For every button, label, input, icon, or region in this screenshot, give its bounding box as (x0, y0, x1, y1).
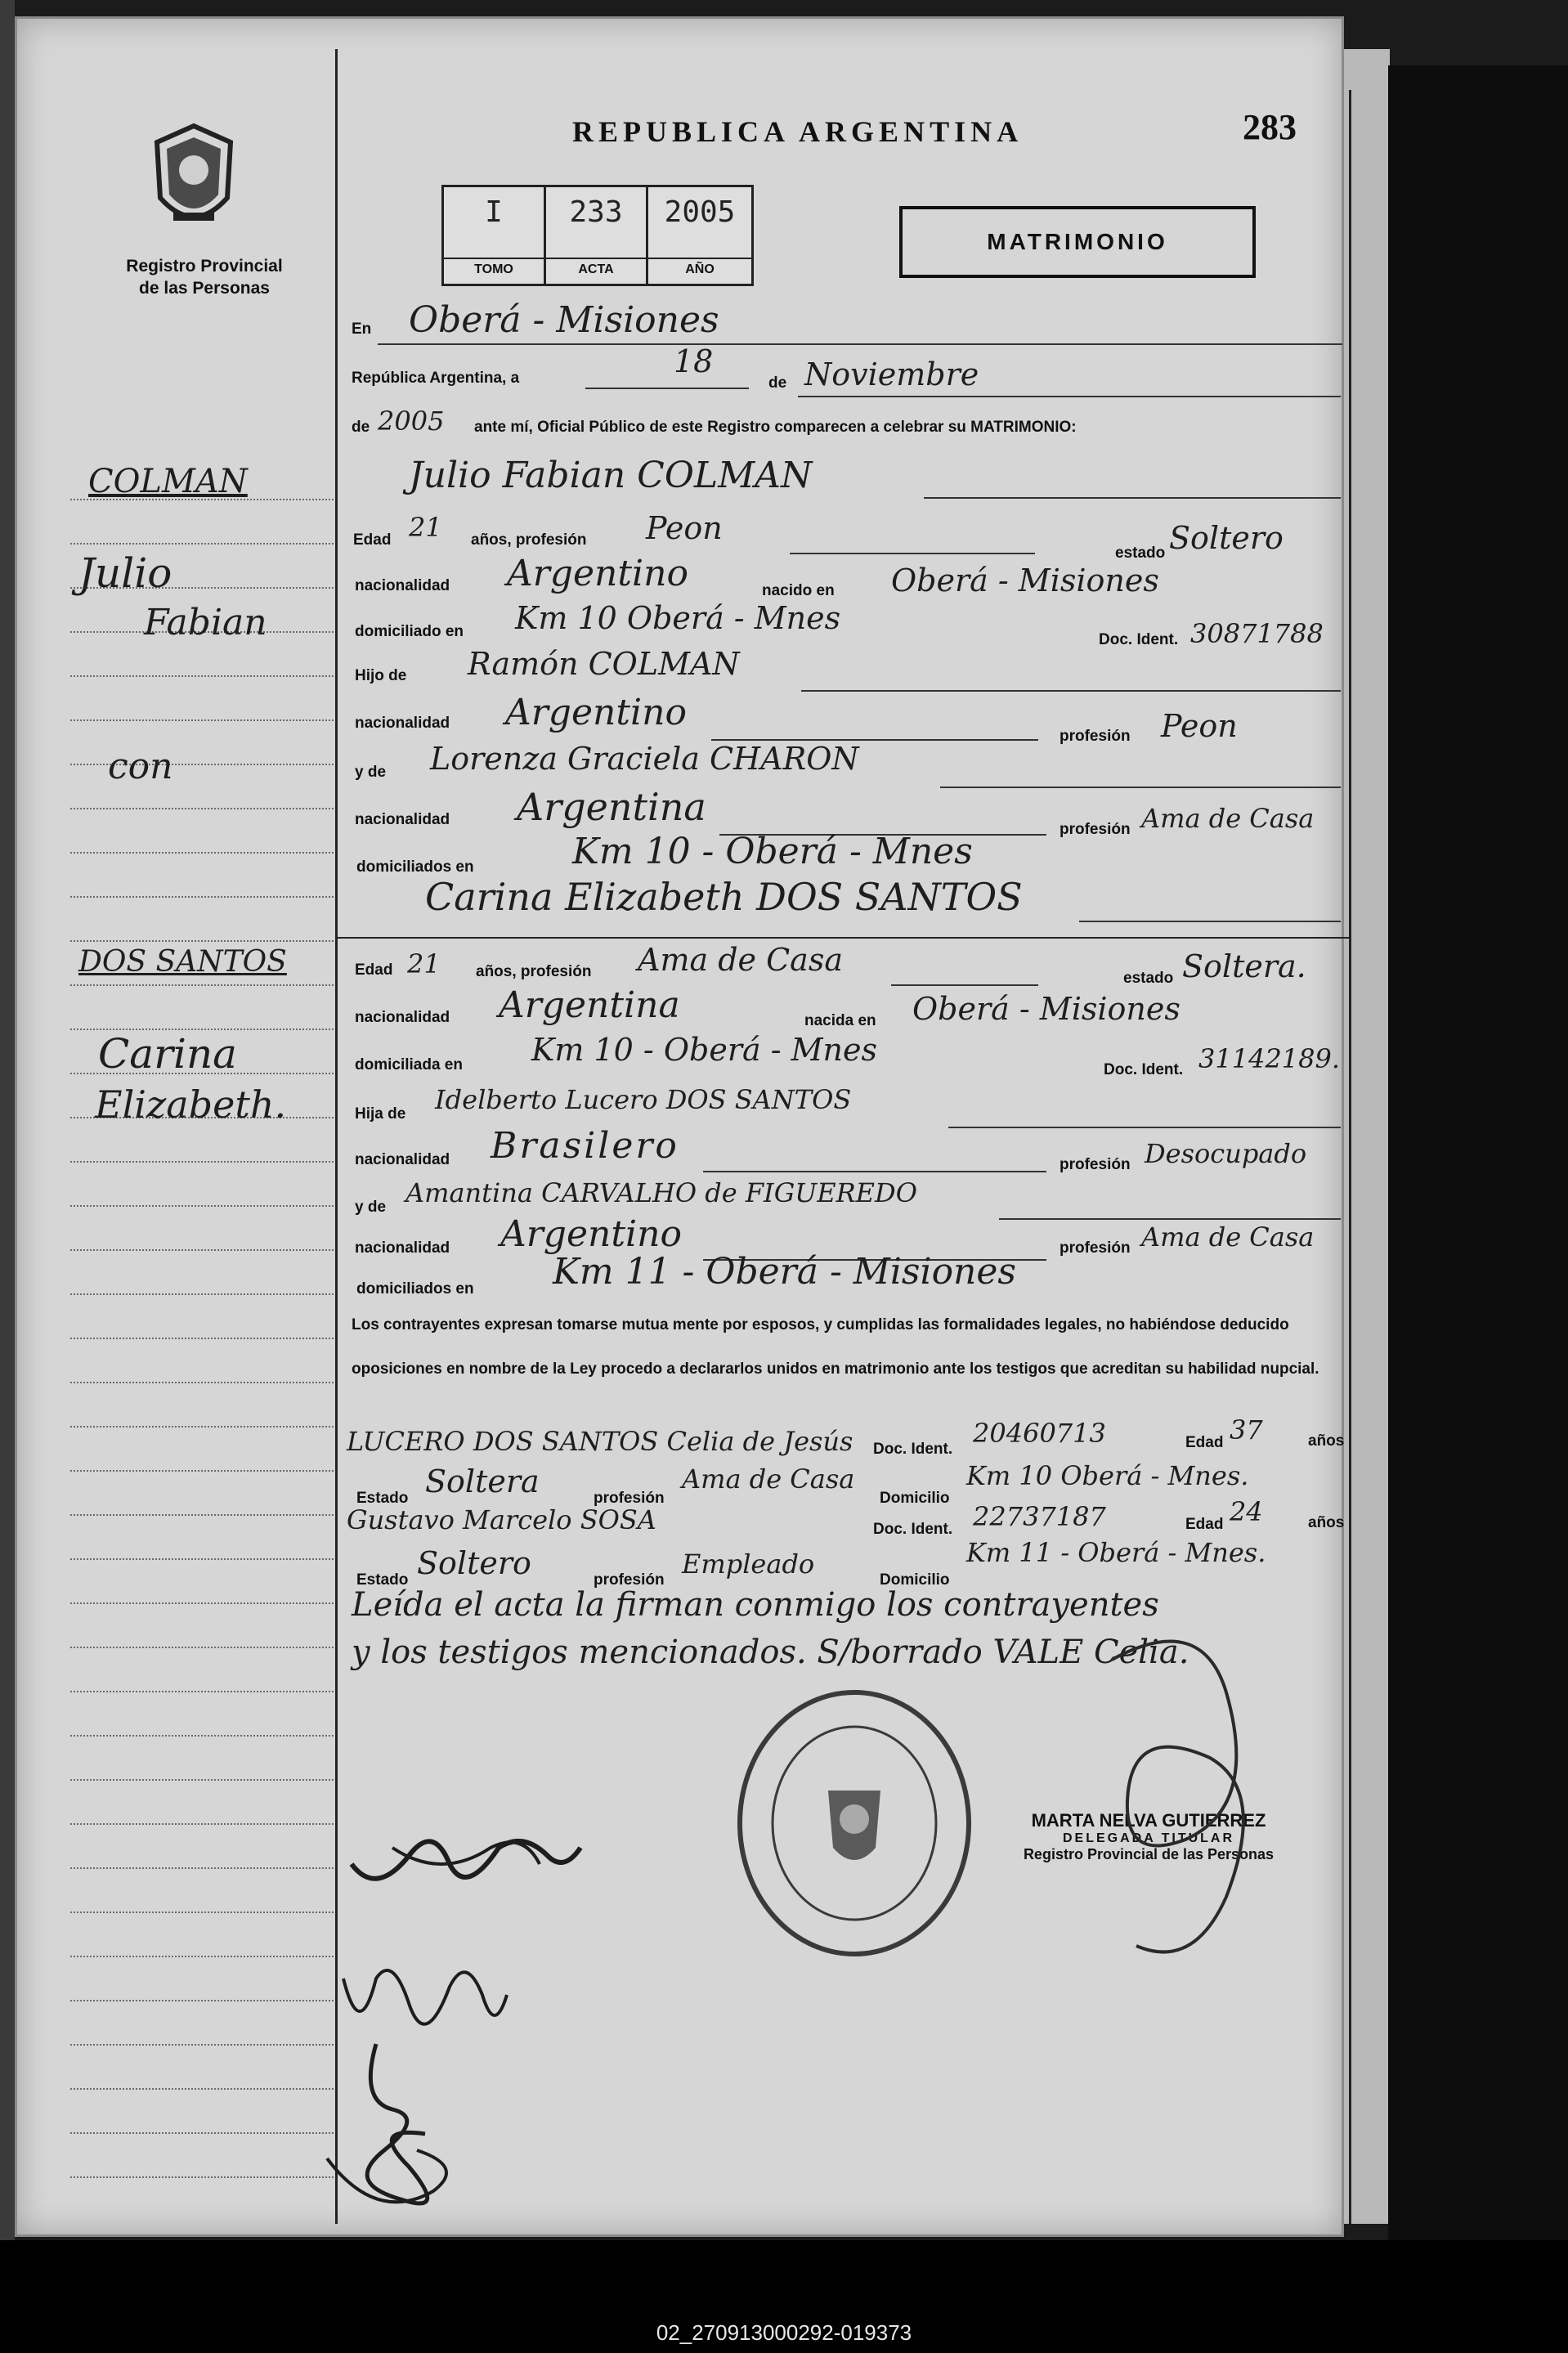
bride-profession: Ama de Casa (638, 942, 843, 978)
right-border (1349, 90, 1351, 2224)
groom-nat-label: nacionalidad (355, 577, 450, 594)
groom-edad-label: Edad (353, 531, 392, 549)
de-year-label: de (352, 419, 370, 436)
bride-father-nat-label: nacionalidad (355, 1151, 450, 1168)
witness1-address: Km 10 Oberá - Mnes. (966, 1460, 1249, 1491)
ano-cell (648, 187, 751, 284)
bride-birthplace: Oberá - Misiones (912, 991, 1180, 1027)
margin-ruled-line (70, 1293, 334, 1295)
official-name: MARTA NELVA GUTIERREZ (1031, 1810, 1266, 1831)
official-seal-stamp (732, 1684, 977, 1962)
bride-mother-profession: Ama de Casa (1141, 1221, 1315, 1253)
margin-ruled-line (70, 808, 334, 809)
witness1-edad-label: Edad (1185, 1434, 1224, 1451)
appear-text: ante mí, Oficial Público de este Registro comparecen a celebrar su MATRIMONIO: (474, 419, 1077, 436)
margin-ruled-line (70, 1779, 334, 1781)
acta-cell (546, 187, 648, 284)
witness2-doc: 22737187 (973, 1501, 1106, 1532)
registry-label-line2: de las Personas (139, 279, 270, 298)
margin-ruled-line (70, 2088, 334, 2090)
en-label: En (352, 320, 372, 338)
book-binding-shadow (0, 0, 15, 2240)
bride-age: 21 (407, 948, 441, 979)
margin-bride-given1: Carina (98, 1030, 237, 1078)
witness2-edad-label: Edad (1185, 1516, 1224, 1533)
witness2-name: Gustavo Marcelo SOSA (347, 1504, 656, 1535)
groom-father-profession: Peon (1161, 708, 1238, 744)
witness1-anos-label: años (1308, 1432, 1345, 1450)
background-dark (1388, 65, 1568, 2273)
margin-bride-given2: Elizabeth. (95, 1082, 287, 1127)
closing-line1: Leída el acta la firman conmigo los contrayentes (352, 1586, 1159, 1624)
groom-doc-label: Doc. Ident. (1099, 631, 1179, 648)
image-id-label: 02_270913000292-019373 (656, 2320, 912, 2345)
groom-hijo-label: Hijo de (355, 667, 407, 684)
bride-mother-prof-label: profesión (1060, 1239, 1131, 1257)
margin-ruled-line (70, 1558, 334, 1560)
bride-mother: Amantina CARVALHO de FIGUEREDO (405, 1177, 917, 1208)
groom-doc: 30871788 (1190, 618, 1324, 649)
margin-ruled-line (70, 1426, 334, 1427)
groom-parents-addr-label: domiciliados en (356, 858, 474, 876)
registry-label (82, 255, 327, 299)
year-value: 2005 (378, 406, 445, 437)
witness1-civil-status: Soltera (425, 1463, 540, 1499)
bride-father-nat-line (703, 1171, 1046, 1172)
groom-mother-prof-label: profesión (1060, 821, 1131, 838)
margin-ruled-line (70, 1647, 334, 1648)
witness2-anos-label: años (1308, 1514, 1345, 1531)
record-box (441, 185, 754, 286)
month-value: Noviembre (804, 356, 979, 392)
margin-ruled-line (70, 543, 334, 545)
section-divider-groom (337, 937, 1349, 939)
margin-ruled-line (70, 1382, 334, 1383)
groom-mother-profession: Ama de Casa (1141, 803, 1315, 834)
witness1-profession: Ama de Casa (682, 1463, 855, 1495)
witness1-dom-label: Domicilio (880, 1490, 950, 1507)
country-heading: REPUBLICA ARGENTINA (572, 115, 1024, 148)
witness1-age: 37 (1230, 1414, 1263, 1445)
margin-ruled-line (70, 984, 334, 986)
witness1-estado-label: Estado (356, 1490, 409, 1507)
margin-ruled-line (70, 940, 334, 942)
groom-domicilio-label: domiciliado en (355, 623, 464, 640)
day-line (585, 388, 749, 389)
witness1-name: LUCERO DOS SANTOS Celia de Jesús (347, 1426, 853, 1457)
margin-ruled-line (70, 852, 334, 854)
groom-father: Ramón COLMAN (468, 646, 740, 682)
margin-ruled-line (70, 1470, 334, 1472)
groom-profession: Peon (646, 510, 723, 546)
groom-profession-line (790, 553, 1035, 554)
tomo-value: I (485, 195, 503, 229)
margin-ruled-line (70, 2176, 334, 2178)
margin-ruled-line (70, 1956, 334, 1957)
witness2-doc-label: Doc. Ident. (873, 1521, 953, 1538)
month-line (798, 396, 1341, 397)
ano-value: 2005 (664, 195, 736, 229)
place-line (378, 343, 1342, 345)
bride-civil-status: Soltera. (1182, 948, 1306, 984)
bride-domicilio-label: domiciliada en (355, 1056, 463, 1073)
groom-father-nationality: Argentino (505, 692, 687, 733)
bride-parents-addr-label: domiciliados en (356, 1280, 474, 1298)
margin-groom-surname: COLMAN (88, 463, 248, 500)
witness2-estado-label: Estado (356, 1571, 409, 1589)
bride-anos-prof-label: años, profesión (476, 963, 592, 980)
bride-yde-label: y de (355, 1199, 387, 1216)
margin-ruled-line (70, 1867, 334, 1869)
margin-ruled-line (70, 1735, 334, 1737)
groom-mother-line (940, 787, 1341, 788)
margin-ruled-line (70, 1338, 334, 1339)
bride-father-line (948, 1127, 1341, 1128)
margin-ruled-line (70, 719, 334, 721)
bride-mother-line (999, 1218, 1341, 1220)
groom-civil-status: Soltero (1169, 520, 1284, 556)
witness2-profession: Empleado (682, 1548, 815, 1580)
margin-ruled-line (70, 1205, 334, 1207)
margin-ruled-line (70, 1912, 334, 1913)
groom-father-line (801, 690, 1341, 692)
margin-groom-given1: Julio (78, 549, 172, 597)
groom-mother: Lorenza Graciela CHARON (430, 741, 859, 777)
groom-parents-address: Km 10 - Oberá - Mnes (572, 831, 973, 872)
margin-ruled-line (70, 2000, 334, 2001)
margin-ruled-line (70, 896, 334, 898)
groom-name-line (924, 497, 1341, 499)
groom-father-prof-label: profesión (1060, 728, 1131, 745)
official-office: Registro Provincial de las Personas (1023, 1846, 1275, 1862)
witness-signatures (311, 2036, 474, 2224)
groom-nacido-label: nacido en (762, 582, 835, 599)
groom-address: Km 10 Oberá - Mnes (515, 600, 841, 636)
ano-label: AÑO (648, 258, 751, 277)
margin-ruled-line (70, 1691, 334, 1692)
page-edge (1339, 49, 1390, 2224)
witness1-doc-label: Doc. Ident. (873, 1441, 953, 1458)
bride-father-prof-label: profesión (1060, 1156, 1131, 1173)
republica-label: República Argentina, a (352, 370, 520, 387)
acta-value: 233 (569, 195, 623, 229)
groom-name: Julio Fabian COLMAN (409, 455, 813, 496)
margin-ruled-line (70, 1602, 334, 1604)
day-value: 18 (674, 343, 714, 379)
registry-label-line1: Registro Provincial (126, 257, 283, 276)
bride-father: Idelberto Lucero DOS SANTOS (435, 1084, 852, 1115)
groom-mother-nat-label: nacionalidad (355, 811, 450, 828)
place-value: Oberá - Misiones (409, 299, 719, 341)
margin-groom-given2: Fabian (144, 602, 267, 643)
margin-ruled-line (70, 1161, 334, 1163)
witness2-address: Km 11 - Oberá - Mnes. (966, 1537, 1266, 1568)
groom-nationality: Argentino (507, 553, 688, 594)
document-type-box: MATRIMONIO (899, 206, 1256, 278)
acta-label: ACTA (546, 258, 646, 277)
tomo-cell (444, 187, 546, 284)
bride-estado-label: estado (1123, 970, 1174, 987)
closing-line2: y los testigos mencionados. S/borrado VALE Celia. (352, 1634, 1189, 1671)
bride-nacida-label: nacida en (804, 1012, 876, 1029)
bride-doc: 31142189. (1198, 1043, 1341, 1074)
bride-parents-address: Km 11 - Oberá - Misiones (553, 1251, 1017, 1293)
groom-yde-label: y de (355, 764, 387, 781)
bride-mother-nationality: Argentino (500, 1213, 682, 1255)
official-signature (1063, 1627, 1275, 1970)
margin-ruled-line (70, 675, 334, 677)
margin-con: con (108, 746, 173, 787)
margin-divider (335, 49, 338, 2224)
groom-estado-label: estado (1115, 545, 1166, 562)
bride-father-nationality: Brasilero (491, 1125, 679, 1167)
bride-edad-label: Edad (355, 961, 393, 979)
de-label: de (768, 374, 787, 392)
witness2-prof-label: profesión (594, 1571, 665, 1589)
bride-address: Km 10 - Oberá - Mnes (531, 1032, 878, 1068)
margin-ruled-line (70, 2132, 334, 2134)
declaration-paragraph: Los contrayentes expresan tomarse mutua mente por esposos, y cumplidas las formalidades legales, no habiéndose deducido oposiciones en nombre de la Ley procedo a declararlos unidos en matrimonio ante los testigos que acreditan su habilidad nupcial. (352, 1316, 1319, 1378)
bride-mother-nat-label: nacionalidad (355, 1239, 450, 1257)
witness2-age: 24 (1230, 1496, 1263, 1527)
groom-father-nat-label: nacionalidad (355, 715, 450, 732)
page-number: 283 (1243, 107, 1297, 147)
bride-name-line (1079, 921, 1341, 922)
bride-father-profession: Desocupado (1145, 1138, 1307, 1169)
bride-nat-label: nacionalidad (355, 1009, 450, 1026)
margin-ruled-line (70, 1249, 334, 1251)
bride-doc-label: Doc. Ident. (1104, 1061, 1184, 1078)
coat-of-arms-logo (149, 123, 239, 237)
official-role: DELEGADA TITULAR (1062, 1831, 1235, 1845)
groom-age: 21 (409, 512, 442, 543)
witness2-civil-status: Soltero (417, 1545, 531, 1581)
groom-birthplace: Oberá - Misiones (891, 562, 1159, 598)
margin-ruled-line (70, 1514, 334, 1516)
margin-ruled-line (70, 1823, 334, 1825)
margin-bride-surname: DOS SANTOS (78, 945, 287, 979)
bride-hija-label: Hija de (355, 1105, 406, 1123)
bride-nationality: Argentina (499, 984, 680, 1026)
witness1-prof-label: profesión (594, 1490, 665, 1507)
witness2-dom-label: Domicilio (880, 1571, 950, 1589)
bride-name: Carina Elizabeth DOS SANTOS (425, 875, 1023, 919)
margin-ruled-line (70, 2044, 334, 2046)
witness1-doc: 20460713 (973, 1418, 1106, 1449)
tomo-label: TOMO (444, 258, 544, 277)
groom-anos-prof-label: años, profesión (471, 531, 587, 549)
groom-mother-nationality: Argentina (517, 785, 706, 829)
groom-signature (343, 1815, 589, 1905)
bride-profession-line (891, 984, 1038, 986)
